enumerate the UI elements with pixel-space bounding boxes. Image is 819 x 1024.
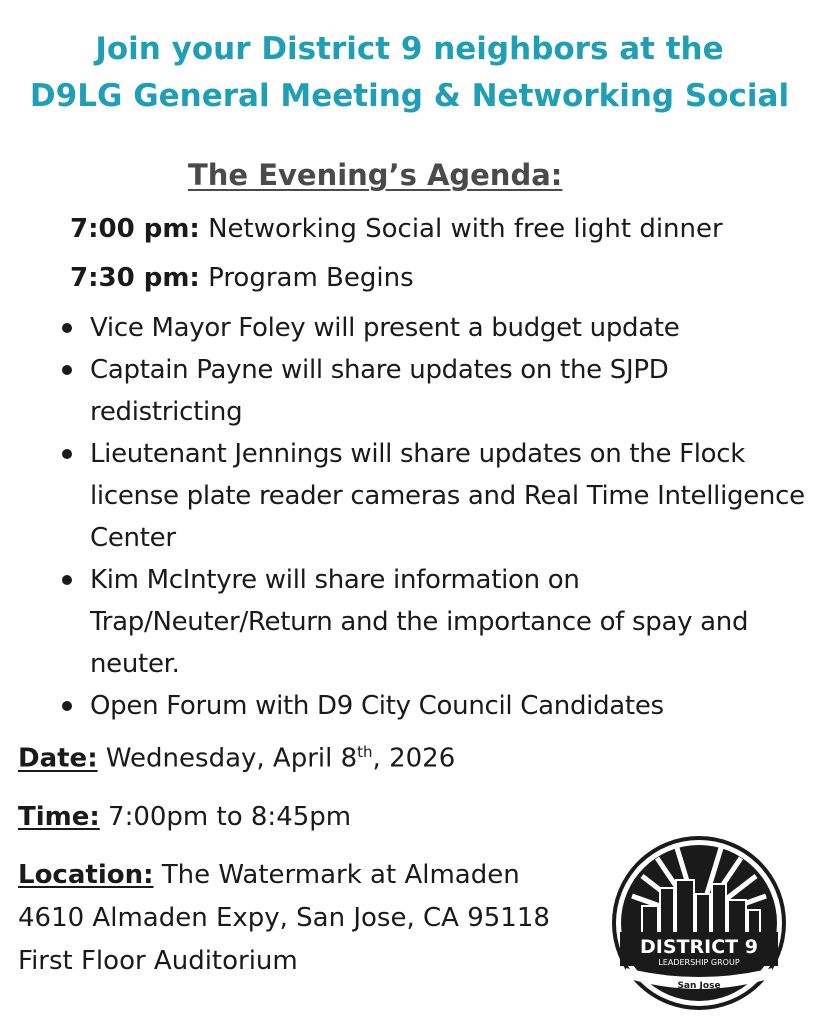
logo-subtitle: LEADERSHIP GROUP: [658, 958, 740, 967]
list-item: Open Forum with D9 City Council Candidates: [60, 685, 819, 727]
agenda-heading: The Evening’s Agenda:: [188, 158, 563, 192]
location-row: [18, 860, 520, 890]
time-row: [18, 802, 351, 832]
date-suffix: th: [357, 743, 373, 761]
location-name: The Watermark at Almaden: [161, 860, 520, 890]
time-text: 7:00pm to 8:45pm: [108, 802, 352, 832]
location-address: 4610 Almaden Expy, San Jose, CA 95118: [18, 903, 550, 933]
logo-city: San Jose: [677, 981, 721, 991]
schedule-text: Program Begins: [208, 263, 414, 293]
district-9-logo: [612, 836, 786, 1010]
date-year: , 2026: [372, 743, 456, 774]
page-title: [0, 26, 819, 120]
list-item: Vice Mayor Foley will present a budget update: [60, 307, 819, 349]
time-label: Time:: [18, 802, 100, 832]
schedule-time: 7:30 pm:: [70, 263, 200, 293]
agenda-bullet-list: [60, 307, 819, 727]
location-room: First Floor Auditorium: [18, 946, 298, 976]
schedule-item-1: [70, 214, 723, 244]
list-item: Lieutenant Jennings will share updates on the Flock license plate reader cameras and Real Time Intelligence Center: [60, 433, 819, 559]
title-line-1: Join your District 9 neighbors at the: [95, 31, 724, 67]
schedule-item-2: [70, 263, 414, 293]
logo-title: DISTRICT 9: [640, 936, 758, 958]
location-label: Location:: [18, 860, 154, 890]
list-item: Captain Payne will share updates on the SJPD redistricting: [60, 349, 819, 433]
list-item: Kim McIntyre will share information on Trap/Neuter/Return and the importance of spay and neuter.: [60, 559, 819, 685]
date-text: Wednesday, April 8: [105, 743, 358, 774]
date-label: Date:: [18, 743, 98, 774]
title-line-2: D9LG General Meeting & Networking Social: [29, 78, 790, 114]
schedule-text: Networking Social with free light dinner: [208, 214, 723, 244]
date-row: [18, 743, 455, 774]
schedule-time: 7:00 pm:: [70, 214, 200, 244]
city-skyline-icon: [612, 836, 786, 1010]
